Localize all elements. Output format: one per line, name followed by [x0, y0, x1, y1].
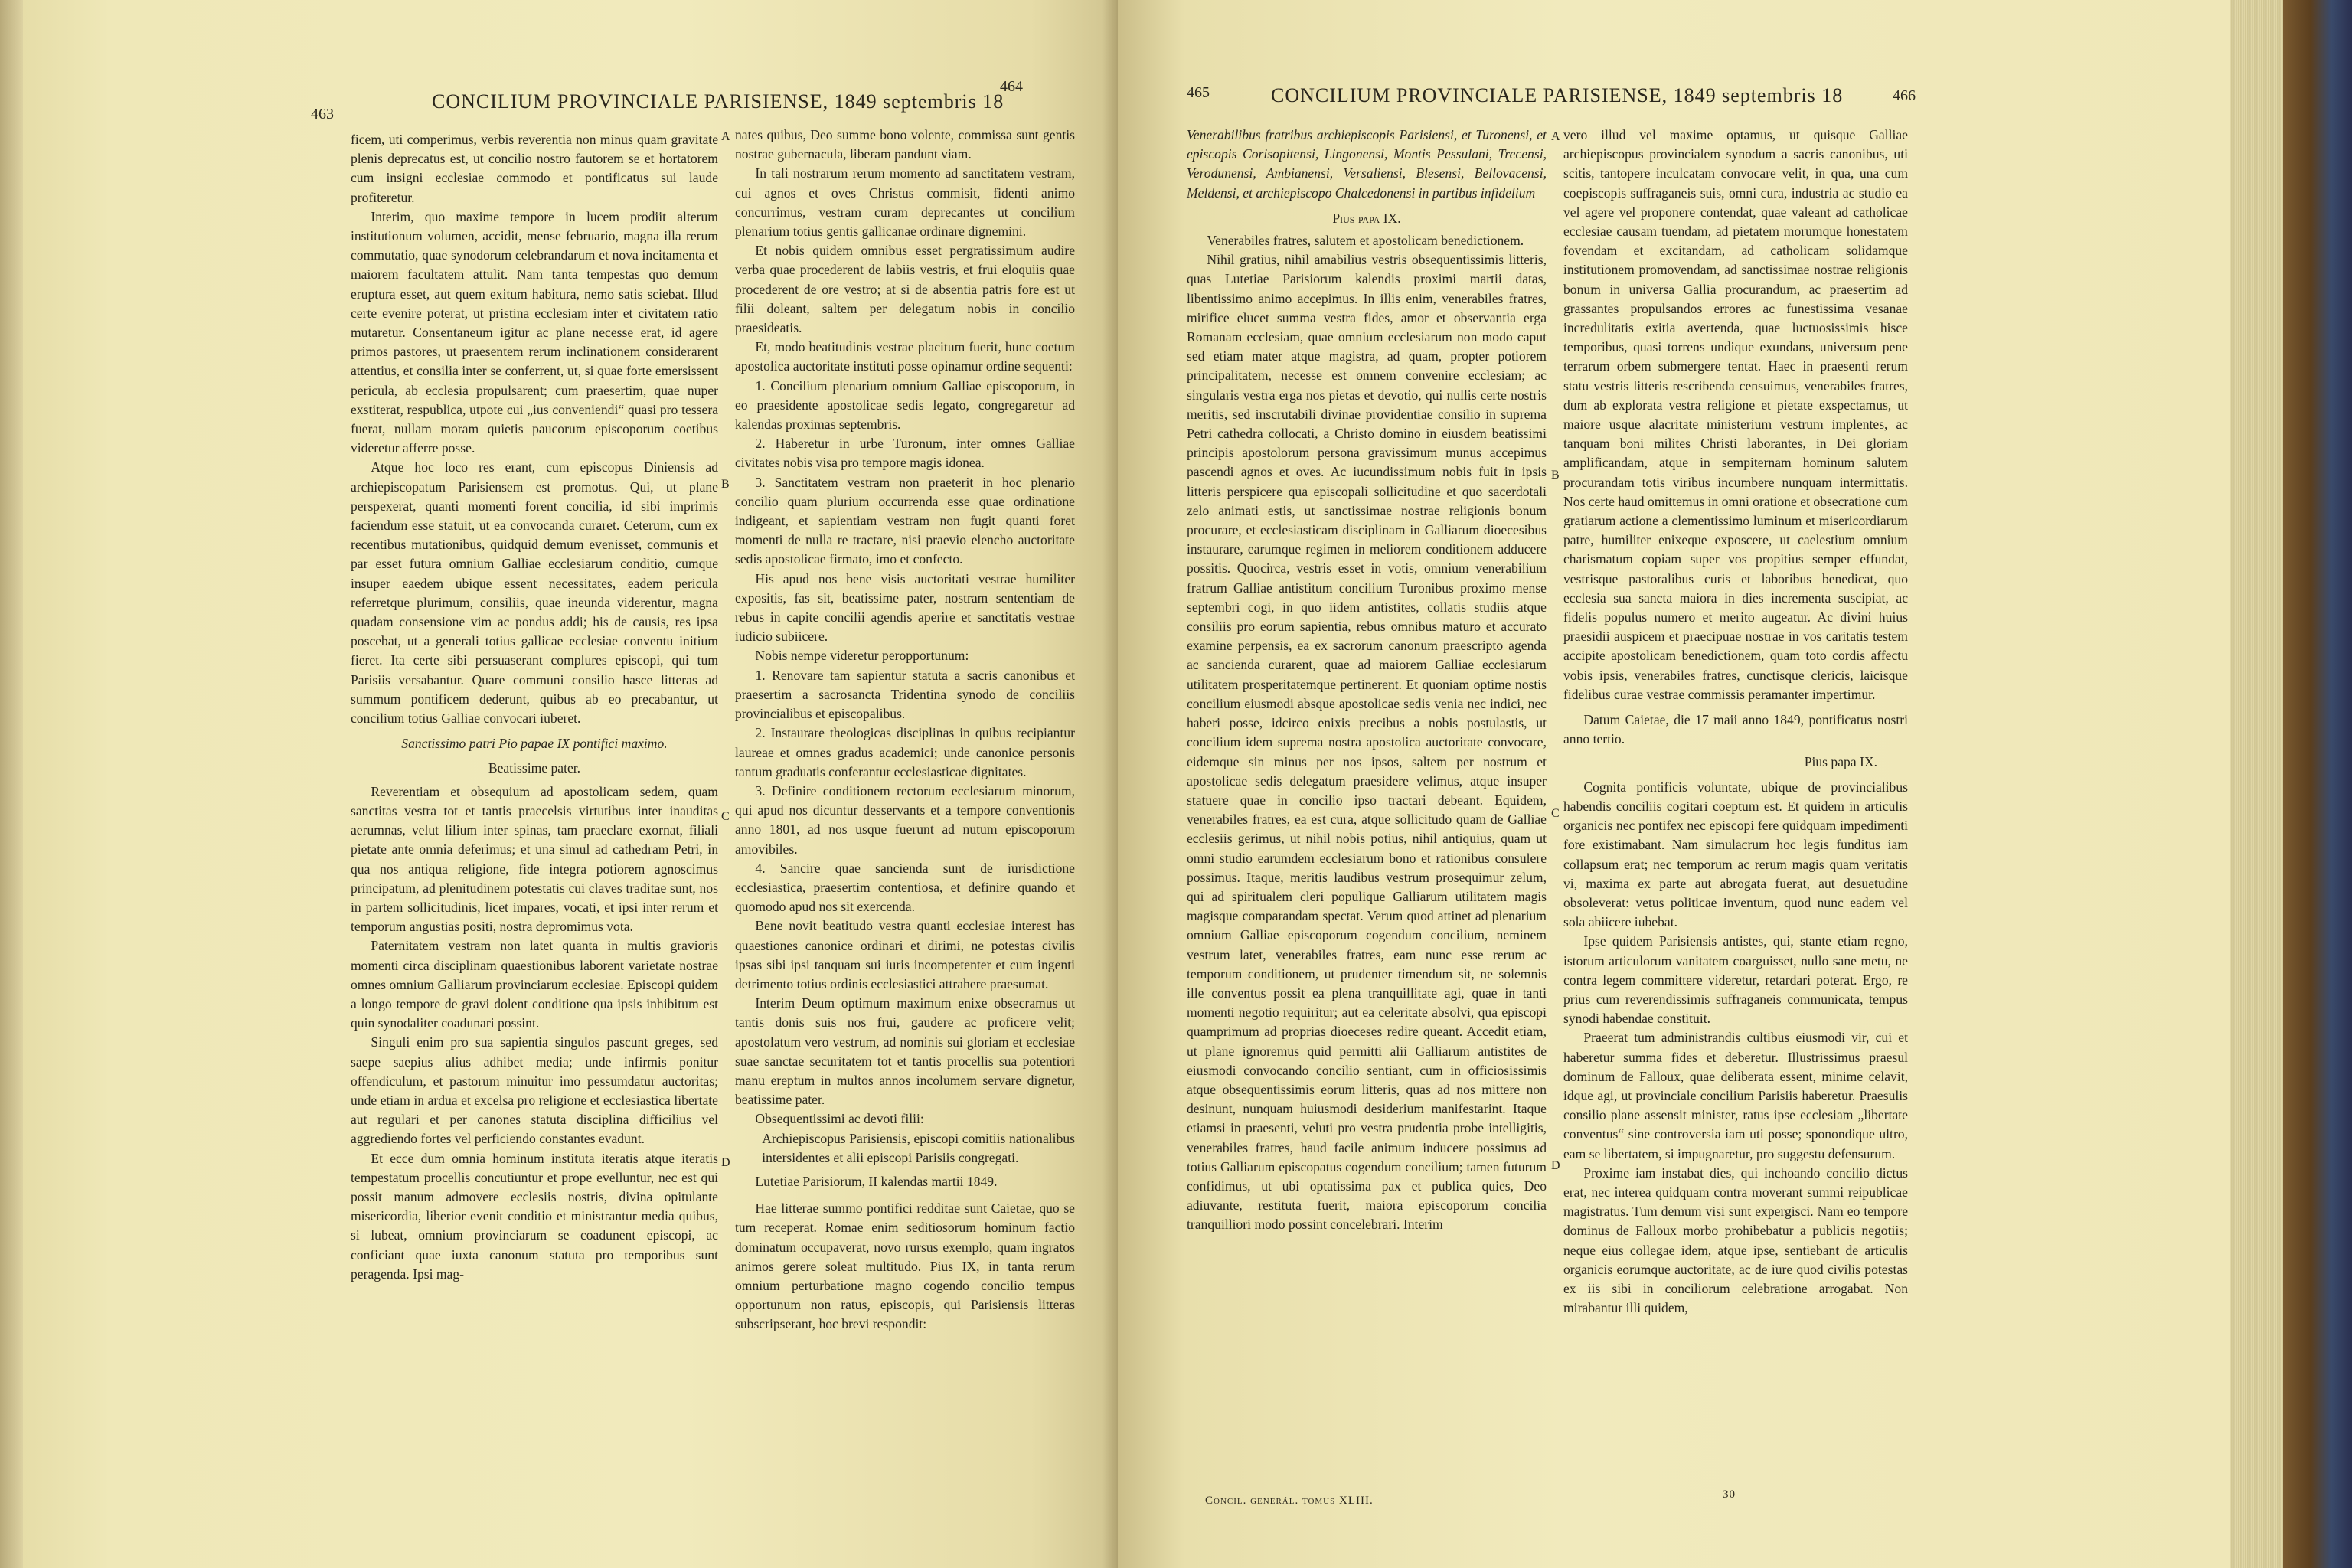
column-number-466: 466	[1893, 87, 1916, 104]
footer-volume: Concil. generál. tomus XLIII.	[1205, 1494, 1374, 1507]
paragraph: Et, modo beatitudinis vestrae placitum fuerit, hunc coetum apostolica auctoritate instituti posse opinamur ordine sequenti:	[735, 339, 1075, 374]
greeting: Venerabiles fratres, salutem et apostolicam benedictionem.	[1207, 233, 1524, 249]
paragraph: Praeerat tum administrandis cultibus eiusmodi vir, cui et haberetur summa fides et deberetur. Illustrissimus praesul dominum de Falloux, quae deliberata essent, minime celavit, idque agi, ut provinciale concilium Parisiis haberetur. Praesulis consilio plane assensit minister, ratus ipse ecclesiam „libertate conventus“ sine controversia iam uti posse; sponondique ultro, eam se libertatem, si impugnaretur, pro suggestu defensurum.	[1563, 1030, 1908, 1161]
paragraph: Atque hoc loco res erant, cum episcopus Diniensis ad archiepiscopatum Parisiensem est promotus. Qui, ut plane perspexerat, quanti momenti forent concilia, id sibi imprimis faciendum esse statuit, ut ea convocanda curaret. Ceterum, cum ex recentibus mutationibus, quidquid demum evenisset, communis et par esset futura omnium Galliae ecclesiarum conditio, cumque insuper eaedem ubique essent necessitates, eadem pericula referretque plurimum, consiliis, quae ineunda viderentur, magna quadam consensione vim ac pondus addi; his de causis, res ipsa poscebat, ut a generali totius gallicae ecclesiae conventu initium fieret. Ita certe sibi persuaserant complures episcopi, qui tum Parisiis versabantur. Quare communi consilio hasce litteras ad summum pontificem dederunt, quibus ab eo precabantur, ut concilium totius Galliae convocari iuberet.	[351, 459, 718, 727]
margin-marker-c: C	[1551, 807, 1560, 820]
book-cover	[2283, 0, 2352, 1568]
date-line: Datum Caietae, die 17 maii anno 1849, pontificatus nostri anno tertio.	[1563, 712, 1908, 747]
paragraph: Singuli enim pro sua sapientia singulos pascunt greges, sed saepe saepius alius adhibet media; unde infirmis ponitur offendiculum, et pastorum minuitur imo pessumdatur auctoritas; unde etiam in ardua et excelsa pro religione et ecclesiastica libertate aut regulari et per canones statuta disciplina difficilius vel aggrediendo fortes vel perficiendo constantes evadunt.	[351, 1034, 718, 1147]
right-column-a	[1187, 126, 1547, 1235]
paragraph: Obsequentissimi ac devoti filii:	[755, 1111, 924, 1127]
left-column-a	[351, 130, 718, 1284]
page-edge-left	[0, 0, 23, 1568]
margin-marker-c: C	[721, 810, 730, 823]
running-head-left: CONCILIUM PROVINCIALE PARISIENSE, 1849 septembris 18	[432, 90, 1004, 113]
signature: Archiepiscopus Parisiensis, episcopi comitiis nationalibus intersidentes et alii episcopi Parisiis congregati.	[762, 1130, 1075, 1165]
paragraph: Bene novit beatitudo vestra quanti ecclesiae interest has quaestiones canonice ordinari et dirimi, ne potestas civilis ipsas sibi ipsi tanquam sui iuris incompetenter et cum ingenti detrimento totius ordinis ecclesiastici attrahere praesumat.	[735, 918, 1075, 991]
paragraph: Nobis nempe videretur peropportunum:	[755, 648, 969, 664]
paragraph: Et nobis quidem omnibus esset pergratissimum audire verba quae procederent de labiis vestris, et frui eloquiis quae procederent de ore vestro; at si de absentia patris fore est ut filii doleant, saltem per delegatum nobis in concilio praesideatis.	[735, 243, 1075, 336]
paragraph: 3. Definire conditionem rectorum ecclesiarum minorum, qui apud nos dicuntur desservants et a tempore conventionis anno 1801, ad nos usque fuerunt ad nutum episcoporum amovibiles.	[735, 782, 1075, 857]
paragraph: 1. Concilium plenarium omnium Galliae episcoporum, in eo praesidente apostolicae sedis legato, congregaretur ad kalendas proximas septembris.	[735, 377, 1075, 433]
paragraph: vero illud vel maxime optamus, ut quisque Galliae archiepiscopus provincialem synodum a sacris canonibus, uti scitis, tantopere inculcatam convocare velit, in qua, una cum coepiscopis suffraganeis suis, omni cura, industria ac studio ea vel agere vel proponere contendat, quae valeant ad catholicae ecclesiae causam tuendam, ad pietatem morumque honestatem fovendam et excitandam, ad catholicam solidamque institutionem promovendam, ad sanctissimae nostrae religionis bonum in universa Gallia procurandum, ac praesertim ad grassantes propulsandos errores ac funestissima vesanae incredulitatis exitia avertenda, quae luctuosissimis hisce temporibus, quasi torrens undique exundans, universum pene terrarum orbem submergere tentat. Haec in praesenti rerum statu vestris litteris rescribenda censuimus, venerabiles fratres, dum ab explorata vestra religione et pietate exspectamus, ut maiore usque alacritate ministerium vestrum implentes, ac tanquam boni milites Christi laborantes, in Dei gloriam amplificandam, atque in sempiternam hominum salutem procurandam totis viribus incumbere nunquam intermittatis. Nos certe haud omittemus in omni oratione et obsecratione cum gratiarum actione a clementissimo luminum et misericordiarum patre, humiliter enixeque exposcere, ut caelestium omnium charismatum copiam super vos propitius semper effundat, vestrisque pastoralibus curis et laboribus benedicat, quo ecclesia sua sancta maiora in dies incrementa suscipiat, ac fidelis populus numero et merito augeatur. Ac divini huius praesidii auspicem et praecipuae nostrae in vos caritatis testem accipite apostolicam benedictionem, quam toto cordis affectu vobis ipsis, venerabiles fratres, cunctisque clericis, laicisque fidelibus curae vestrae commissis peramanter impertimur.	[1563, 127, 1908, 702]
margin-marker-d: D	[1551, 1159, 1560, 1172]
paragraph: Cognita pontificis voluntate, ubique de provincialibus habendis conciliis cogitari coeptum est. Et quidem in articulis organicis nec pontifex nec episcopi fere quidquam impedimenti fore existimabant. Nam simulacrum hoc legis funditus iam collapsum erat; nec temporum ac rerum magis quam veritatis vi, maxima ex parte aut abrogata fuerat, aut desuetudine obsoleverat: vetus politicae inventum, quod nunc eadem vel sola abiicere iubebat.	[1563, 779, 1908, 930]
right-column-b	[1563, 126, 1908, 1318]
paragraph: Hae litterae summo pontifici redditae sunt Caietae, quo se tum receperat. Romae enim seditiosorum hominum factio dominatum occupaverat, novo rursus exemplo, quam ingratos animos gerere soleat multitudo. Pius IX, in tanta rerum omnium perturbatione magno cogendo concilio tempus opportunum non ratus, episcopis, qui Parisiensis litteras subscripserant, hoc brevi respondit:	[735, 1200, 1075, 1332]
paragraph: 4. Sancire quae sancienda sunt de iurisdictione ecclesiastica, praesertim contentiosa, et definire quando et quomodo apud nos sit exercenda.	[735, 860, 1075, 915]
footer-signature-number: 30	[1723, 1488, 1736, 1501]
margin-marker-a: A	[721, 130, 730, 143]
paragraph: Proxime iam instabat dies, qui inchoando concilio dictus erat, nec interea quidquam contra moverant summi reipublicae magistratus. Tum demum visi sunt expergisci. Nam eo tempore dominus de Falloux morbo prohibebatur a publicis negotiis; neque eius collegae idem, atque ipse, sentiebant de articulis organicis eorumque auctoritate, ac de iure quod civilis potestas ex iis sibi in conciliorum celebratione arrogabat. Non mirabantur illi quidem,	[1563, 1165, 1908, 1316]
margin-marker-b: B	[721, 478, 730, 491]
left-page	[23, 0, 1118, 1568]
paragraph: Paternitatem vestram non latet quanta in multis gravioris momenti circa disciplinam quaestionibus laborent varietate nostrae omnes omnium Galliarum provinciarum ecclesiae. Episcopi quidem a longo tempore de gravi dolent conditione qua ipsis inhibitum est quin synodaliter coadunari possint.	[351, 938, 718, 1031]
paragraph: Reverentiam et obsequium ad apostolicam sedem, quam sanctitas vestra tot et tantis praecelsis virtutibus inter inauditas aerumnas, velut lilium inter spinas, tam praeclare exornat, filiali pietate ante omnia deferimus; et una simul ad cathedram Petri, in qua nos antiqua religione, fide integra potiorem agnoscimus principatum, ad plenitudinem potestatis cui claves traditae sunt, nos in partem sollicitudinis, licet impares, vocati, et ipsi inter rerum et temporum angustias positi, nostra depromimus vota.	[351, 783, 718, 935]
salutation: Beatissime pater.	[488, 760, 581, 776]
letter-heading: Pius papa IX.	[1332, 210, 1401, 226]
letter-heading: Sanctissimo patri Pio papae IX pontifici maximo.	[401, 736, 668, 752]
paragraph: 2. Instaurare theologicas disciplinas in quibus recipiantur laureae et omnes gradus academici; unde canonice personis tantum graduatis conferantur ecclesiasticae dignitates.	[735, 725, 1075, 779]
column-number-465: 465	[1187, 84, 1210, 101]
pope-signature: Pius papa IX.	[1804, 753, 1877, 769]
paragraph: 2. Haberetur in urbe Turonum, inter omnes Galliae civitates nobis visa pro tempore magis idonea.	[735, 436, 1075, 471]
margin-marker-a: A	[1551, 130, 1560, 143]
paragraph: Et ecce dum omnia hominum instituta iteratis atque iteratis tempestatum procellis concutiuntur et prope evelluntur, nec est qui possit manum admovere ecclesiis nostris, divina opitulante misericordia, liberior evenit conditio et ministrantur media quibus, si lubeat, omnium provinciarum se coadunent episcopi, ac conficiant quae iuxta canonum statuta pro temporibus sunt peragenda. Ipsi mag-	[351, 1150, 718, 1282]
paragraph: Nihil gratius, nihil amabilius vestris obsequentissimis litteris, quas Lutetiae Parisiorum kalendis proximi martii datas, libentissimo animo accepimus. In illis enim, venerabiles fratres, mirifice elucet summa vestra fides, amor et observantia erga Romanam ecclesiam, quae omnium ecclesiarum non modo caput sed etiam mater atque magistra, ad quam, propter potiorem principalitatem, necesse est omnem convenire ecclesiam; ac singularis vestra erga nos pietas et devotio, qui nullis certe nostris meritis, sed inscrutabili divinae providentiae consilio in suprema Petri cathedra collocati, a Christo domino in eiusdem beatissimi principis apostolorum persona gravissimum munus accepimus pascendi agnos et oves. Ac iucundissimum nobis fuit in ipsis litteris perspicere qua episcopali sollicitudine et quo sacerdotali zelo animati estis, ut sanctissimae nostrae religionis bonum procurare, et ecclesiasticam disciplinam in Galliarum dioecesibus instaurare, earumque regimen in meliorem conditionem adducere possitis. Quocirca, vestris esset in votis, omnium venerabilium fratrum Galliae antistitum concilium Turonibus proximo mense septembri cogi, in quo iidem antistites, collatis studiis atque consiliis pro eorum sapientia, rebus omnibus maturo et accurato examine perpensis, ea ex sacrorum canonum praescripto agenda ac sancienda curarent, quae ad maiorem Galliae ecclesiarum utilitatem prosperitatemque pertinerent. Et quoniam optime nostis concilium eiusmodi absque apostolicae sedis venia nec indici, nec haberi posse, idcirco enixis precibus a nobis postulastis, ut concilium idem suprema nostra apostolica auctoritate convocare, eidemque sin minus per nos ipsos, saltem per nostrum et apostolicae sedis delegatum praesidere velimus, atque insuper statuere quae in concilio ipso tractari debeant. Equidem, venerabiles fratres, ea est cura, atque sollicitudo quam de Galliae ecclesiis gerimus, ut nihil nobis potius, nihil antiquius, quam ut omni studio earumdem ecclesiarum bono et rationibus consulere possimus. Itaque, meritis laudibus vestrum prosequimur zelum, qui ad spiritualem cleri populique Galliarum utilitatem magis magisque comparandam spectat. Verum quod attinet ad plenarium omnium Galliae episcoporum cogendum concilium, neminem vestrum latet, venerabiles fratres, eam nunc esse rerum ac temporum conditionem, ut prudenter timendum sit, ne solemnis ille conventus possit ea plena tranquillitate agi, quae in tanti momenti negotio requiritur; aut ea celeritate absolvi, qua episcopi quamprimum ad proprias dioeceses redire queant. Accedit etiam, ut plane ignoremus quid permitti alii Galliarum antistites de eiusmodi convocando concilio sentiant, cum in officiosissimis atque obsequentissimis eorum litteris, quas ad nos mittere non desinunt, nunquam huiusmodi desiderium manifestarint. Itaque etiamsi in praesenti, veluti pro vestra prudentia probe intelligitis, venerabiles fratres, haud facile animum inducere possimus ad totius Galliarum episcopatus cogendum concilium; tamen futurum confidimus, ut ubi optatissima pax et publica quies, Deo adiuvante, restituta fuerit, maiora episcoporum concilia tranquilliori modo possint concelebrari. Interim	[1187, 252, 1547, 1233]
paragraph: 3. Sanctitatem vestram non praeterit in hoc plenario concilio quam plurium occurrenda esse quae ordinatione indigeant, et sapientiam vestram non fugit quanti foret momenti de nulla re tractare, nisi praevio elencho auctoritate sedis apostolicae firmato, imo et confecto.	[735, 474, 1075, 567]
column-number-464: 464	[1000, 78, 1023, 95]
paragraph: 1. Renovare tam sapientur statuta a sacris canonibus et praesertim a sacrosancta Tridentina synodo de conciliis provincialibus et episcopalibus.	[735, 667, 1075, 722]
margin-marker-b: B	[1551, 469, 1560, 482]
date-line: Lutetiae Parisiorum, II kalendas martii 1849.	[755, 1173, 998, 1189]
column-number-463: 463	[311, 106, 334, 122]
running-head-right: CONCILIUM PROVINCIALE PARISIENSE, 1849 septembris 18	[1271, 84, 1844, 106]
paragraph: Interim, quo maxime tempore in lucem prodiit alterum institutionum volumen, accidit, mense februario, magna illa rerum commutatio, quae synodorum celebrandarum et nova incitamenta et maiorem facultatem attulit. Nam tanta tempestas quo demum eruptura esset, aut quem exitum habitura, nemo satis sciebat. Illud certe evenire poterat, ut pristina ecclesiam inter et civitatem ratio mutaretur. Consentaneum igitur ac plane necesse erat, id agere primos pastores, ut praesentem rerum inclinationem considerarent attentius, et consilia inter se conferrent, ut, si quae forte emersissent pericula, ab ecclesia propulsarent; cum praesertim, quae nuper exstiterat, respublica, utpote cui „ius conveniendi“ quasi pro tessera fuerat, nullam moram quietis paucorum episcoporum coetibus videretur afferre posse.	[351, 208, 718, 456]
left-column-b	[735, 126, 1075, 1334]
paragraph: In tali nostrarum rerum momento ad sanctitatem vestram, cui agnos et oves Christus commisit, fidenti animo concurrimus, vestram curam deprecantes ut concilium plenarium totius gentis gallicanae ordinare dignemini.	[735, 165, 1075, 240]
paragraph: Ipse quidem Parisiensis antistes, qui, stante etiam regno, istorum articulorum vanitatem coarguisset, nullo sane metu, ne contra legem committere videretur, retardari poterat. Ergo, re prius cum reverendissimis suffraganeis communicata, tempus synodi habendae constituit.	[1563, 933, 1908, 1027]
paragraph: Interim Deum optimum maximum enixe obsecramus ut tantis donis suis nos frui, gaudere ac proficere velit; apostolatum vero vestrum, ad nominis sui gloriam et ecclesiae suae sanctae securitatem tot et tantis procellis sua potentiori manu ereptum in multos annos incolumem servare dignetur, beatissime pater.	[735, 995, 1075, 1108]
address: Venerabilibus fratribus archiepiscopis Parisiensi, et Turonensi, et episcopis Corisopitensi, Lingonensi, Montis Pessulani, Trecensi, Verodunensi, Ambianensi, Versaliensi, Blesensi, Bellovacensi, Meldensi, et archiepiscopo Chalcedonensi in partibus infidelium	[1187, 127, 1547, 201]
paragraph: nates quibus, Deo summe bono volente, commissa sunt gentis nostrae gubernacula, liberam pandunt viam.	[735, 127, 1075, 162]
paragraph: ficem, uti comperimus, verbis reverentia non minus quam gravitate plenis deprecatus est, ut concilio nostro fautorem se et hortatorem cum insigni ecclesiae commodo et pontificatus sui laude profiteretur.	[351, 132, 718, 205]
right-page	[1118, 0, 2230, 1568]
margin-marker-d: D	[721, 1156, 730, 1169]
page-edges-stack	[2230, 0, 2283, 1568]
paragraph: His apud nos bene visis auctoritati vestrae humiliter expositis, fas sit, beatissime pater, nostram sententiam de rebus in capite concilii agendis aperire et sanctitatis vestrae iudicio subiicere.	[735, 570, 1075, 645]
